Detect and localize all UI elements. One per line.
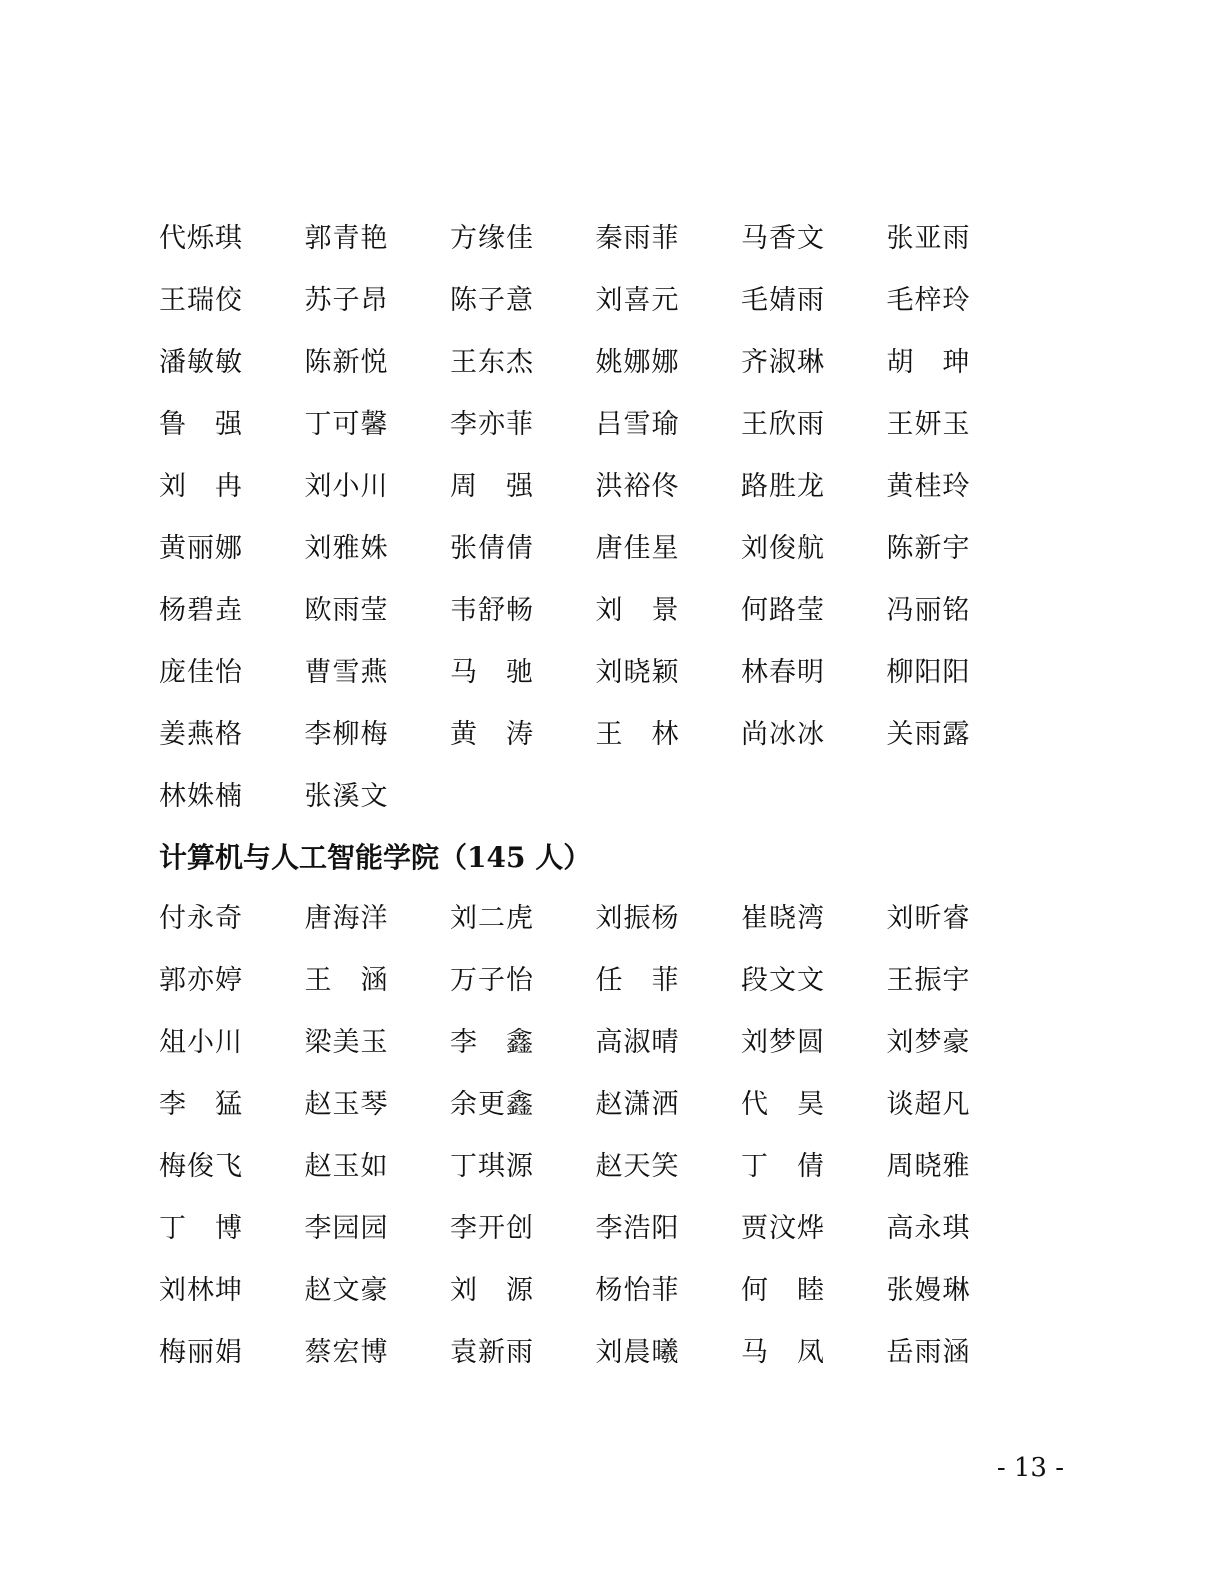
name-cell: 唐海洋: [304, 903, 389, 934]
name-cell: 关雨露: [886, 719, 971, 750]
name-cell: 刘梦圆: [741, 1027, 825, 1058]
name-cell: 刘 源: [450, 1275, 534, 1306]
name-cell: 张溪文: [304, 781, 389, 812]
name-cell: 刘雅姝: [304, 533, 389, 564]
name-cell: 李浩阳: [595, 1213, 680, 1244]
name-cell: 马 凤: [741, 1337, 825, 1368]
name-cell: 吕雪瑜: [595, 409, 680, 440]
name-cell: 刘晓颖: [595, 657, 680, 688]
name-cell: 陈子意: [450, 285, 534, 316]
name-cell: 赵玉如: [304, 1151, 389, 1182]
name-row: [159, 1074, 1059, 1136]
name-cell: 周晓雅: [886, 1151, 971, 1182]
name-cell: 李 猛: [159, 1089, 243, 1120]
name-cell: 路胜龙: [741, 471, 825, 502]
name-cell: 姚娜娜: [595, 347, 680, 378]
name-row: [159, 1136, 1059, 1198]
name-cell: 潘敏敏: [159, 347, 243, 378]
name-cell: 赵潇洒: [595, 1089, 680, 1120]
name-cell: 丁琪源: [450, 1151, 534, 1182]
name-cell: 唐佳星: [595, 533, 680, 564]
name-cell: 方缘佳: [450, 223, 534, 254]
page-number: - 13 -: [996, 1453, 1064, 1483]
name-cell: 王欣雨: [741, 409, 825, 440]
name-cell: 刘小川: [304, 471, 389, 502]
name-row: [159, 456, 1059, 518]
name-cell: 张亚雨: [886, 223, 971, 254]
name-row: [159, 332, 1059, 394]
name-cell: 万子怡: [450, 965, 534, 996]
name-cell: 毛婧雨: [741, 285, 825, 316]
name-cell: 任 菲: [595, 965, 680, 996]
name-cell: 黄 涛: [450, 719, 534, 750]
name-cell: 杨碧垚: [159, 595, 243, 626]
name-cell: 余更鑫: [450, 1089, 534, 1120]
name-cell: 苏子昂: [304, 285, 389, 316]
name-row: [159, 208, 1059, 270]
name-cell: 刘 冉: [159, 471, 243, 502]
name-cell: 俎小川: [159, 1027, 243, 1058]
name-row: [159, 1260, 1059, 1322]
name-cell: 贾汶烨: [741, 1213, 825, 1244]
name-cell: 黄桂玲: [886, 471, 971, 502]
name-cell: 丁 倩: [741, 1151, 825, 1182]
name-cell: 郭青艳: [304, 223, 389, 254]
name-cell: 李园园: [304, 1213, 389, 1244]
name-cell: 李柳梅: [304, 719, 389, 750]
name-cell: 马 驰: [450, 657, 534, 688]
name-cell: 赵玉琴: [304, 1089, 389, 1120]
section-heading: 计算机与人工智能学院（145 人）: [159, 841, 592, 874]
name-list-section-2: [159, 888, 1059, 1384]
name-cell: 丁 博: [159, 1213, 243, 1244]
name-row: [159, 580, 1059, 642]
name-cell: 陈新宇: [886, 533, 971, 564]
name-row: [159, 1198, 1059, 1260]
name-cell: 刘昕睿: [886, 903, 971, 934]
name-cell: 李 鑫: [450, 1027, 534, 1058]
name-cell: 王 林: [595, 719, 680, 750]
name-cell: 赵文豪: [304, 1275, 389, 1306]
name-cell: 代烁琪: [159, 223, 243, 254]
name-row: [159, 270, 1059, 332]
name-cell: 刘林坤: [159, 1275, 243, 1306]
name-row: [159, 518, 1059, 580]
name-cell: 赵天笑: [595, 1151, 680, 1182]
name-cell: 刘俊航: [741, 533, 825, 564]
name-cell: 刘二虎: [450, 903, 534, 934]
name-row: [159, 888, 1059, 950]
name-row: [159, 766, 1059, 828]
name-cell: 周 强: [450, 471, 534, 502]
name-cell: 高永琪: [886, 1213, 971, 1244]
name-cell: 马香文: [741, 223, 825, 254]
name-cell: 陈新悦: [304, 347, 389, 378]
name-cell: 欧雨莹: [304, 595, 389, 626]
name-cell: 王 涵: [304, 965, 389, 996]
name-cell: 崔晓湾: [741, 903, 825, 934]
name-cell: 刘梦豪: [886, 1027, 971, 1058]
name-cell: 庞佳怡: [159, 657, 243, 688]
name-cell: 林姝楠: [159, 781, 243, 812]
name-cell: 李开创: [450, 1213, 534, 1244]
name-cell: 齐淑琳: [741, 347, 825, 378]
name-cell: 谈超凡: [886, 1089, 971, 1120]
name-cell: 刘晨曦: [595, 1337, 680, 1368]
name-cell: 王东杰: [450, 347, 534, 378]
name-cell: 张嫚琳: [886, 1275, 971, 1306]
name-cell: 刘喜元: [595, 285, 680, 316]
name-cell: 林春明: [741, 657, 825, 688]
name-cell: 岳雨涵: [886, 1337, 971, 1368]
name-cell: 袁新雨: [450, 1337, 534, 1368]
name-row: [159, 704, 1059, 766]
name-cell: 曹雪燕: [304, 657, 389, 688]
name-cell: 张倩倩: [450, 533, 534, 564]
name-cell: 刘振杨: [595, 903, 680, 934]
name-cell: 刘 景: [595, 595, 680, 626]
name-cell: 王瑞佼: [159, 285, 243, 316]
name-cell: 郭亦婷: [159, 965, 243, 996]
name-cell: 段文文: [741, 965, 825, 996]
name-cell: 高淑晴: [595, 1027, 680, 1058]
name-cell: 王妍玉: [886, 409, 971, 440]
name-cell: 代 昊: [741, 1089, 825, 1120]
name-cell: 李亦菲: [450, 409, 534, 440]
name-row: [159, 1012, 1059, 1074]
name-cell: 尚冰冰: [741, 719, 825, 750]
name-cell: 黄丽娜: [159, 533, 243, 564]
name-cell: 丁可馨: [304, 409, 389, 440]
name-cell: 毛梓玲: [886, 285, 971, 316]
name-row: [159, 394, 1059, 456]
name-cell: 韦舒畅: [450, 595, 534, 626]
name-cell: 付永奇: [159, 903, 243, 934]
name-cell: 姜燕格: [159, 719, 243, 750]
name-cell: 冯丽铭: [886, 595, 971, 626]
name-cell: 洪裕佟: [595, 471, 680, 502]
name-cell: 何 睦: [741, 1275, 825, 1306]
name-row: [159, 1322, 1059, 1384]
name-cell: 柳阳阳: [886, 657, 971, 688]
name-cell: 何路莹: [741, 595, 825, 626]
name-cell: 杨怡菲: [595, 1275, 680, 1306]
name-cell: 蔡宏博: [304, 1337, 389, 1368]
name-list-section-1: [159, 208, 1059, 828]
name-cell: 梁美玉: [304, 1027, 389, 1058]
name-cell: 秦雨菲: [595, 223, 680, 254]
name-cell: 鲁 强: [159, 409, 243, 440]
name-cell: 梅俊飞: [159, 1151, 243, 1182]
name-cell: 王振宇: [886, 965, 971, 996]
name-cell: 胡 珅: [886, 347, 971, 378]
name-row: [159, 950, 1059, 1012]
name-row: [159, 642, 1059, 704]
name-cell: 梅丽娟: [159, 1337, 243, 1368]
